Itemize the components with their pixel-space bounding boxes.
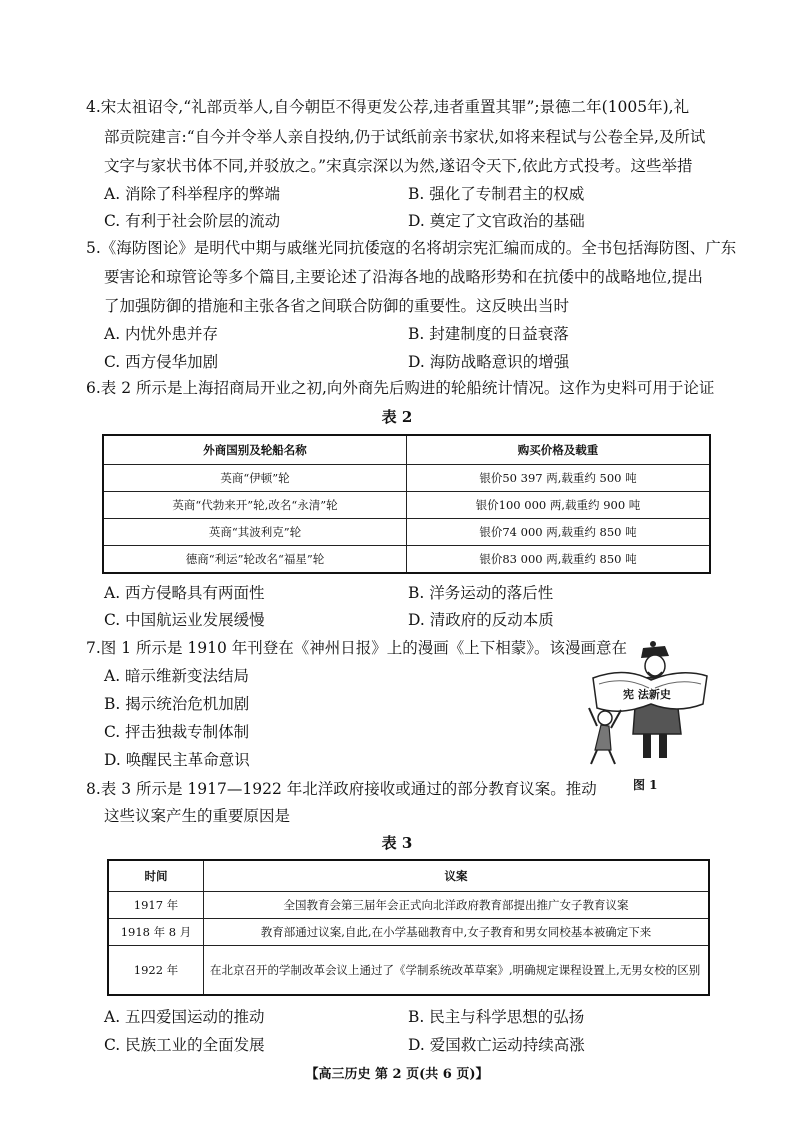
q8-option-d: D. 爱国救亡运动持续高涨	[408, 1036, 585, 1054]
table-2-caption: 表 2	[381, 408, 413, 426]
q4-stem-line-1: 4.宋太祖诏令,“礼部贡举人,自今朝臣不得更发公荐,违者重置其罪”;景德二年(1005年),礼	[86, 98, 690, 116]
q5-option-c: C. 西方侵华加剧	[104, 353, 219, 371]
q6-option-a: A. 西方侵略具有两面性	[104, 584, 265, 602]
q5-option-a: A. 内忧外患并存	[104, 325, 219, 343]
q8-option-b: B. 民主与科学思想的弘扬	[408, 1008, 585, 1026]
table-cell: 教育部通过议案,自此,在小学基础教育中,女子教育和男女同校基本被确定下来	[204, 919, 710, 946]
table-2	[102, 434, 711, 574]
q5-stem-line-2: 要害论和琼管论等多个篇目,主要论述了沿海各地的战略形势和在抗倭中的战略地位,提出	[104, 268, 703, 286]
q4-option-b: B. 强化了专制君主的权威	[408, 185, 585, 203]
q7-option-b: B. 揭示统治危机加剧	[104, 695, 250, 713]
table-cell: 英商“代勃来开”轮,改名“永清”轮	[103, 492, 407, 519]
q7-option-c: C. 抨击独裁专制体制	[104, 723, 250, 741]
table-row	[108, 892, 709, 919]
table-cell: 德商“利运”轮改名“福星”轮	[103, 546, 407, 574]
table-cell: 银价50 397 两,载重约 500 吨	[407, 465, 711, 492]
q7-stem-line-1: 7.图 1 所示是 1910 年刊登在《神州日报》上的漫画《上下相蒙》。该漫画意在	[86, 639, 628, 657]
table-cell: 银价100 000 两,载重约 900 吨	[407, 492, 711, 519]
table-cell: 英商“其波利克”轮	[103, 519, 407, 546]
table-row	[103, 465, 710, 492]
table-cell: 英商“伊顿”轮	[103, 465, 407, 492]
q6-option-d: D. 清政府的反动本质	[408, 611, 554, 629]
q5-option-d: D. 海防战略意识的增强	[408, 353, 570, 371]
table-row	[103, 492, 710, 519]
q8-stem-line-2: 这些议案产生的重要原因是	[104, 807, 291, 825]
q7-option-a: A. 暗示维新变法结局	[104, 667, 250, 685]
table-row	[103, 519, 710, 546]
table-header: 外商国别及轮船名称	[103, 435, 407, 465]
table-header: 购买价格及载重	[407, 435, 711, 465]
table-row	[108, 946, 709, 996]
table-header-row	[108, 860, 709, 892]
q4-stem-line-3: 文字与家状书体不同,并驳放之。”宋真宗深以为然,遂诏令天下,依此方式投考。这些举措	[104, 157, 693, 175]
q8-option-c: C. 民族工业的全面发展	[104, 1036, 265, 1054]
table-3	[107, 859, 710, 996]
q6-option-b: B. 洋务运动的落后性	[408, 584, 554, 602]
table-cell: 银价83 000 两,载重约 850 吨	[407, 546, 711, 574]
q5-option-b: B. 封建制度的日益衰落	[408, 325, 569, 343]
table-row	[103, 546, 710, 574]
table-3-caption: 表 3	[381, 834, 413, 852]
table-header: 时间	[108, 860, 204, 892]
q4-stem-line-2: 部贡院建言:“自今并令举人亲自投纳,仍于试纸前亲书家状,如将来程试与公卷全异,及所试	[104, 128, 706, 146]
figure-1-label: 图 1	[633, 778, 658, 792]
page-footer: 【高三历史 第 2 页(共 6 页)】	[305, 1067, 489, 1082]
q5-stem-line-1: 5.《海防图论》是明代中期与戚继光同抗倭寇的名将胡宗宪汇编而成的。全书包括海防图、广东	[86, 239, 737, 257]
q8-stem-line-1: 8.表 3 所示是 1917—1922 年北洋政府接收或通过的部分教育议案。推动	[86, 780, 597, 798]
q4-option-d: D. 奠定了文官政治的基础	[408, 212, 585, 230]
table-header: 议案	[204, 860, 710, 892]
q6-stem-line-1: 6.表 2 所示是上海招商局开业之初,向外商先后购进的轮船统计情况。这作为史料可用于论证	[86, 379, 715, 397]
cartoon-illustration	[585, 638, 715, 766]
table-cell: 1922 年	[108, 946, 204, 996]
q8-option-a: A. 五四爱国运动的推动	[104, 1008, 265, 1026]
cartoon-banner-text: 宪 法新史	[623, 688, 671, 701]
q7-option-d: D. 唤醒民主革命意识	[104, 751, 250, 769]
table-row	[108, 919, 709, 946]
table-cell: 银价74 000 两,载重约 850 吨	[407, 519, 711, 546]
q4-option-c: C. 有利于社会阶层的流动	[104, 212, 281, 230]
table-cell: 全国教育会第三届年会正式向北洋政府教育部提出推广女子教育议案	[204, 892, 710, 919]
table-cell: 1917 年	[108, 892, 204, 919]
q6-option-c: C. 中国航运业发展缓慢	[104, 611, 265, 629]
table-header-row	[103, 435, 710, 465]
table-cell: 在北京召开的学制改革会议上通过了《学制系统改革草案》,明确规定课程设置上,无男女校的区别	[204, 946, 710, 996]
table-cell: 1918 年 8 月	[108, 919, 204, 946]
q4-option-a: A. 消除了科举程序的弊端	[104, 185, 281, 203]
q5-stem-line-3: 了加强防御的措施和主张各省之间联合防御的重要性。这反映出当时	[104, 297, 570, 315]
